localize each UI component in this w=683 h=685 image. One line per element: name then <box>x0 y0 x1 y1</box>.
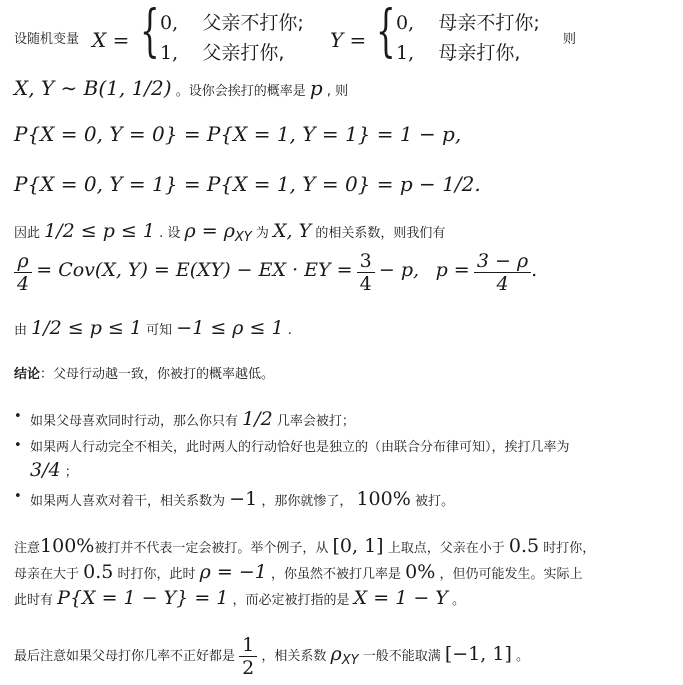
y-cases <box>376 2 566 72</box>
distribution-line: X, Y ∼ B(1, 1/2) 。设你会挨打的概率是 p , 则 <box>14 76 349 100</box>
equation-2: P{X = 0, Y = 1} = P{X = 1, Y = 0} = p − 1/2. <box>14 172 481 196</box>
bullet-item-3: 如果两人喜欢对着干，相关系数为 −1 ，那你就惨了， 100% 被打。 <box>30 488 454 510</box>
x-cases <box>140 2 330 72</box>
intro-line <box>14 30 79 50</box>
x-case-1: 1, 父亲打你, <box>160 42 285 64</box>
equation-3: $\frac{\rho}{4}$ = Cov(X, Y) = E(XY) − EX · EY = $\frac{3}{4}$ − p, p = $\frac{3 - \rho}{4}$ . <box>14 246 537 297</box>
rho-range-line: 由 1/2 ≤ p ≤ 1 可知 −1 ≤ ρ ≤ 1 . <box>14 317 292 339</box>
fraction-rho-over-4: $\frac{\rho}{4}$ <box>14 250 32 295</box>
final-line: 最后注意如果父母打你几率不正好都是 $\frac{1}{2}$ ，相关系数 ρXY 一般不能取满 [−1, 1] 。 <box>14 634 530 679</box>
bullet-dot-1: • <box>14 409 22 424</box>
x-case-0: 0, 父亲不打你; <box>160 12 304 34</box>
equation-1: P{X = 0, Y = 0} = P{X = 1, Y = 1} = 1 − p, <box>14 122 462 146</box>
bullet-item-2: 如果两人行动完全不相关，此时两人的行动恰好也是独立的（由联合分布律可知），挨打几率为 <box>30 440 570 455</box>
y-symbol: Y = <box>330 28 367 52</box>
x-symbol: X = <box>92 28 130 52</box>
fraction-3-over-4: $\frac{3}{4}$ <box>357 250 375 295</box>
distribution-formula: X, Y ∼ B(1, 1/2) <box>14 76 172 100</box>
fraction-1-over-2: $\frac{1}{2}$ <box>239 634 257 679</box>
conclusion-label: 结论 <box>14 367 41 382</box>
note-line-2: 母亲在大于 0.5 时打你，此时 ρ = −1 ，你虽然不被打几率是 0% ，但仍可能发生。实际上 <box>14 561 583 583</box>
bullet-dot-2: • <box>14 438 22 453</box>
y-case-1: 1, 母亲打你, <box>396 42 521 64</box>
note-line-3: 此时有 P{X = 1 − Y} = 1 ，而必定被打指的是 X = 1 − Y 。 <box>14 587 465 609</box>
y-case-0: 0, 母亲不打你; <box>396 12 540 34</box>
bullet-dot-3: • <box>14 489 22 504</box>
bullet-item-2-cont: 3/4 ； <box>30 459 78 481</box>
intro-then: 则 <box>563 32 577 47</box>
conclusion: 结论：父母行动越一致，你被打的概率越低。 <box>14 367 275 382</box>
intro-lead: 设随机变量 <box>14 32 80 47</box>
fraction-3-minus-rho-over-4: $\frac{3 - \rho}{4}$ <box>474 250 531 295</box>
bullet-item-1: 如果父母喜欢同时行动，那么你只有 1/2 几率会被打； <box>30 408 355 430</box>
y-brace: { <box>376 0 396 64</box>
x-brace: { <box>140 0 160 64</box>
correlation-intro-line: 因此 1/2 ≤ p ≤ 1 . 设 ρ = ρXY 为 X, Y 的相关系数，则我们有 <box>14 220 446 245</box>
note-line-1: 注意100%被打并不代表一定会被打。举个例子，从 [0, 1] 上取点，父亲在小于 0.5 时打你， <box>14 535 596 557</box>
